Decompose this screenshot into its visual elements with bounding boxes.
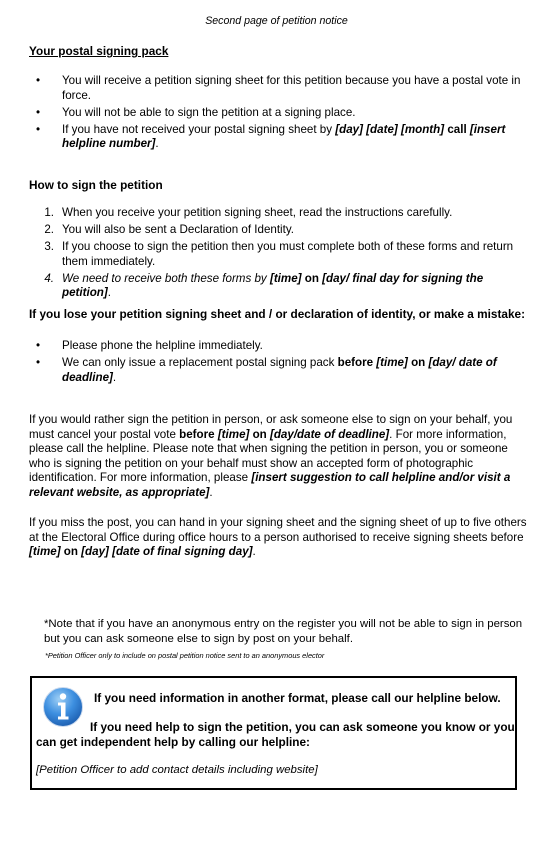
section-title-postal-pack: Your postal signing pack xyxy=(29,44,169,58)
page-header: Second page of petition notice xyxy=(205,15,348,27)
info-icon xyxy=(42,686,84,728)
bullet-icon: • xyxy=(36,339,41,352)
postal-pack-list xyxy=(36,74,526,154)
step-item: 4. We need to receive both these forms by [time] on [day/ final day for signing the petition]. xyxy=(44,271,484,300)
lose-list xyxy=(36,339,526,388)
paragraph-missed-post: If you miss the post, you can hand in your signing sheet and the signing sheet of up to five others at the Electoral Office during office hours to a person authorised to receive signing sheets before [time] on [day] [date of final signing day]. xyxy=(29,516,527,559)
list-item: • If you have not received your postal signing sheet by [day] [date] [month] call [insert helpline number]. xyxy=(36,122,506,151)
list-item: • We can only issue a replacement postal signing pack before [time] on [day/ date of deadline]. xyxy=(36,356,497,384)
anonymous-note: *Note that if you have an anonymous entry on the register you will not be able to sign in person but you can ask someone else to sign by post on your behalf. xyxy=(44,618,523,645)
list-item: • You will not be able to sign the petition at a signing place. xyxy=(36,105,356,119)
paragraph-in-person: If you would rather sign the petition in person, or ask someone else to sign on your behalf, you must cancel your postal vote before [time] on [day/date of deadline]. For more information, please call the helpline. Please note that when signing the petition in person, you or someone who is signing the petition on your behalf must show an accepted form of photographic identification. For more information, please [insert suggestion to call helpline and/or visit a relevant website, as appropriate]. xyxy=(29,413,513,499)
info-box-help-text: If you need help to sign the petition, you can ask someone you know or you xyxy=(90,720,515,734)
bullet-icon: • xyxy=(36,356,41,370)
anonymous-note-footnote: *Petition Officer only to include on postal petition notice sent to an anonymous elector xyxy=(45,651,325,660)
info-box-contact-placeholder: [Petition Officer to add contact details including website] xyxy=(36,764,318,776)
list-item: • Please phone the helpline immediately. xyxy=(36,339,263,352)
info-box-help-text-cont: can get independent help by calling our helpline: xyxy=(36,735,310,749)
how-to-steps xyxy=(44,206,526,304)
list-item: • You will receive a petition signing sheet for this petition because you have a postal vote in force. xyxy=(36,74,521,102)
bullet-icon: • xyxy=(36,105,41,119)
section-title-how-to: How to sign the petition xyxy=(29,178,163,192)
info-box-format-text: If you need information in another format, please call our helpline below. xyxy=(94,691,501,705)
info-box xyxy=(30,676,517,790)
section-title-lose: If you lose your petition signing sheet and / or declaration of identity, or make a mistake: xyxy=(29,307,525,321)
step-item: 3. If you choose to sign the petition then you must complete both of these forms and return them immediately. xyxy=(44,240,514,268)
step-item: 2. You will also be sent a Declaration of Identity. xyxy=(44,223,295,237)
bullet-icon: • xyxy=(36,122,41,136)
bullet-icon: • xyxy=(36,74,41,87)
step-item: 1. When you receive your petition signing sheet, read the instructions carefully. xyxy=(44,206,453,219)
